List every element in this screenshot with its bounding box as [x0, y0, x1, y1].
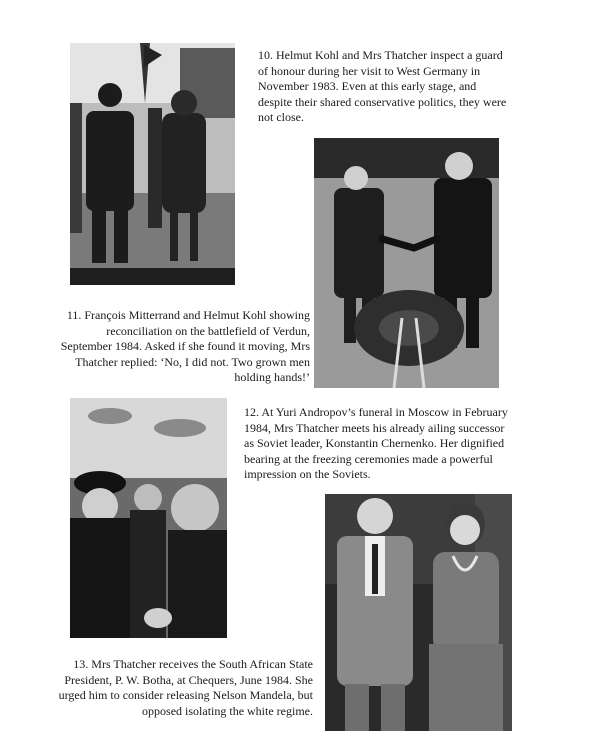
photo-thatcher-botha-chequers [325, 494, 512, 731]
photo-mitterrand-kohl-verdun [314, 138, 499, 388]
photo-thatcher-chernenko-moscow [70, 398, 227, 638]
caption-figure-11: 11. François Mitterrand and Helmut Kohl showing reconciliation on the battlefield of Verdun, September 1984. Asked if she found it moving, Mrs Thatcher replied: ‘No, I did not. Two grown men holding hands!’ [60, 308, 310, 384]
caption-figure-12: 12. At Yuri Andropov’s funeral in Moscow in February 1984, Mrs Thatcher meets his already ailing successor as Soviet leader, Konstantin Chernenko. Her dignified bearing at the freezing ceremonies made a powerful impression on the Soviets. [244, 405, 508, 481]
caption-figure-10: 10. Helmut Kohl and Mrs Thatcher inspect a guard of honour during her visit to West Germany in November 1983. Even at this early stage, and despite their shared conservative politics, they were not close. [258, 48, 507, 124]
photo-kohl-thatcher-guard-of-honour [70, 43, 235, 285]
caption-figure-13: 13. Mrs Thatcher receives the South African State President, P. W. Botha, at Chequers, June 1984. She urged him to consider releasing Nelson Mandela, but opposed isolating the white regime. [58, 657, 313, 718]
